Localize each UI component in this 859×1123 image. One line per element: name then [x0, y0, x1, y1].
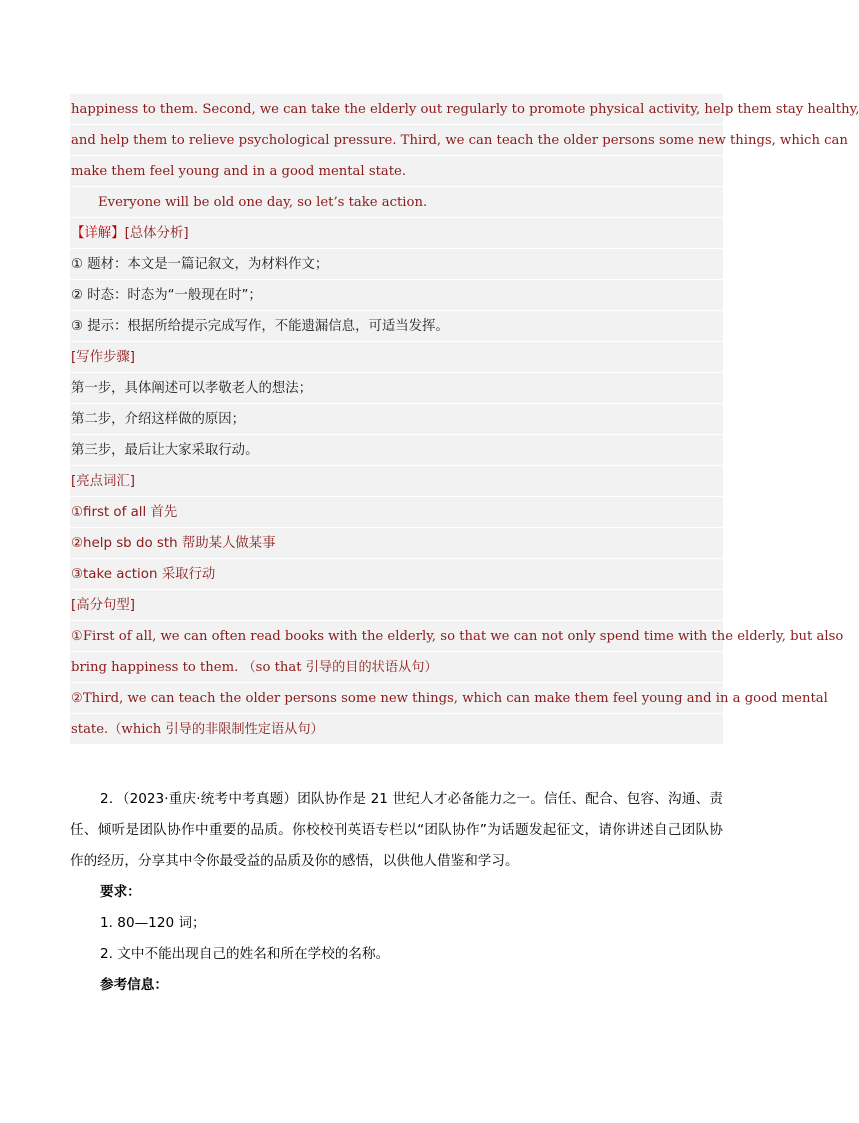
- steps-title: [写作步骤]: [70, 342, 723, 373]
- essay-line: Everyone will be old one day, so let’s take action.: [70, 187, 723, 218]
- sentence-line: bring happiness to them. （so that 引导的目的状语从句）: [70, 652, 723, 683]
- step-item: 第一步，具体阐述可以孝敬老人的想法；: [70, 373, 723, 404]
- requirement-item: 1. 80—120 词；: [100, 915, 206, 931]
- sentence-line: ①First of all, we can often read books with the elderly, so that we can not only spend time with the elderly, but also: [70, 621, 723, 652]
- question-section: [70, 784, 723, 1001]
- essay-line: make them feel young and in a good mental state.: [70, 156, 723, 187]
- answer-section: [70, 94, 859, 745]
- question-line: 作的经历，分享其中令你最受益的品质及你的感悟，以供他人借鉴和学习。: [70, 853, 519, 869]
- sentence-title: [高分句型]: [70, 590, 723, 621]
- detail-heading: [70, 218, 723, 249]
- vocab-title: [亮点词汇]: [70, 466, 723, 497]
- essay-line: and help them to relieve psychological pressure. Third, we can teach the older persons some new things, which can: [70, 125, 723, 156]
- requirement-item: 2. 文中不能出现自己的姓名和所在学校的名称。: [100, 946, 390, 962]
- detail-mark: 【详解】: [71, 226, 125, 241]
- step-item: 第三步，最后让大家采取行动。: [70, 435, 723, 466]
- vocab-item: ②help sb do sth 帮助某人做某事: [70, 528, 723, 559]
- question-line: 2．（2023·重庆·统考中考真题）团队协作是 21 世纪人才必备能力之一。信任、配合、包容、沟通、责: [100, 791, 723, 807]
- reference-title: 参考信息：: [100, 977, 168, 993]
- analysis-item: ① 题材：本文是一篇记叙文，为材料作文；: [70, 249, 723, 280]
- analysis-item: ② 时态：时态为“一般现在时”；: [70, 280, 723, 311]
- essay-line: happiness to them. Second, we can take the elderly out regularly to promote physical activity, help them stay healthy,: [70, 94, 723, 125]
- analysis-item: ③ 提示：根据所给提示完成写作，不能遗漏信息，可适当发挥。: [70, 311, 723, 342]
- vocab-item: ①first of all 首先: [70, 497, 723, 528]
- sentence-line: ②Third, we can teach the older persons some new things, which can make them feel young and in a good mental: [70, 683, 723, 714]
- vocab-item: ③take action 采取行动: [70, 559, 723, 590]
- detail-title: [总体分析]: [124, 226, 189, 241]
- step-item: 第二步，介绍这样做的原因；: [70, 404, 723, 435]
- sentence-line: state.（which 引导的非限制性定语从句）: [70, 714, 723, 745]
- requirements-title: 要求：: [100, 884, 141, 900]
- question-line: 任、倾听是团队协作中重要的品质。你校校刊英语专栏以“团队协作”为话题发起征文，请你讲述自己团队协: [70, 822, 723, 838]
